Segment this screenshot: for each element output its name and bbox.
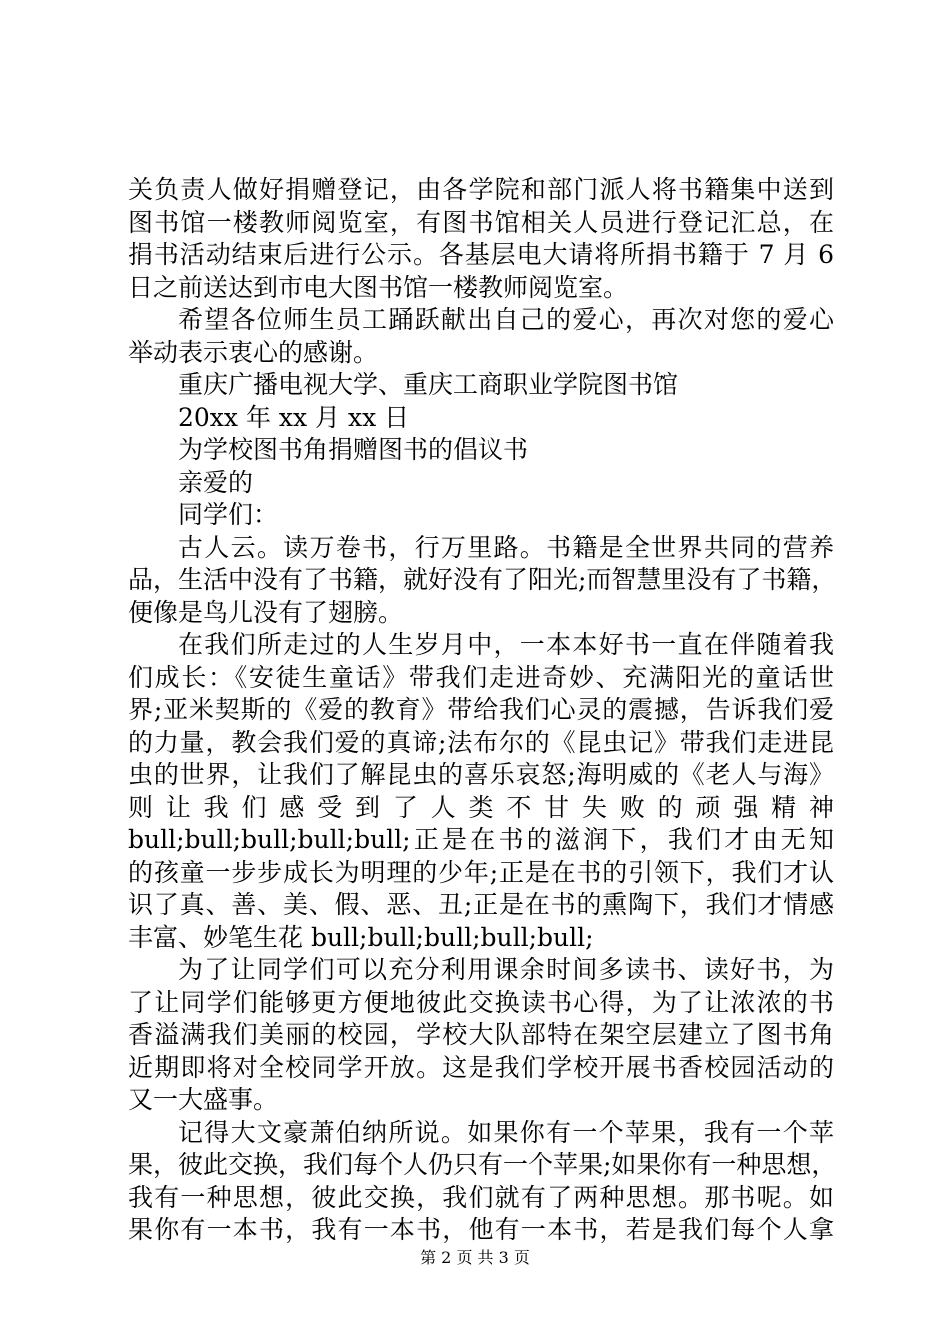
- text-line: 又一大盛事。: [128, 1085, 279, 1114]
- text-line: 希望各位师生员工踊跃献出自己的爱心，再次对您的爱心: [178, 305, 834, 334]
- text-line: 们成长：《安徒生童话》带我们走进奇妙、充满阳光的童话世: [128, 662, 834, 692]
- text-line: 图书馆一楼教师阅览室，有图书馆相关人员进行登记汇总，在: [128, 207, 834, 237]
- text-line: 关负责人做好捐赠登记，由各学院和部门派人将书籍集中送到: [128, 175, 834, 204]
- text-line: 为了让同学们可以充分利用课余时间多读书、读好书，为: [178, 955, 834, 984]
- text-line: 我有一种思想，彼此交换，我们就有了两种思想。那书呢。如: [128, 1182, 834, 1212]
- text-line: 在我们所走过的人生岁月中，一本本好书一直在伴随着我: [178, 630, 834, 659]
- text-line: 近期即将对全校同学开放。这是我们学校开展书香校园活动的: [128, 1052, 834, 1082]
- text-line: 界;亚米契斯的《爱的教育》带给我们心灵的震撼，告诉我们爱: [128, 695, 834, 724]
- salutation-line: 亲爱的: [178, 467, 254, 497]
- text-line: 的孩童一步步成长为明理的少年;正是在书的引领下，我们才认: [128, 857, 834, 887]
- signature-organization: 重庆广播电视大学、重庆工商职业学院图书馆: [178, 370, 679, 399]
- text-line: 果你有一本书，我有一本书，他有一本书，若是我们每个人拿: [128, 1215, 834, 1244]
- salutation-line: 同学们：: [178, 500, 279, 529]
- text-line: 的力量，教会我们爱的真谛;法布尔的《昆虫记》带我们走进昆: [128, 727, 834, 757]
- text-line: bull;bull;bull;bull;bull;正是在书的滋润下，我们才由无知: [128, 825, 834, 854]
- signature-date: 20xx 年 xx 月 xx 日: [178, 402, 410, 432]
- text-line: 日之前送达到市电大图书馆一楼教师阅览室。: [128, 272, 629, 302]
- text-line: 捐书活动结束后进行公示。各基层电大请将所捐书籍于 7 月 6: [128, 240, 834, 269]
- page-footer: 第 2 页 共 3 页: [420, 1248, 530, 1267]
- text-line: 识了真、善、美、假、恶、丑;正是在书的熏陶下，我们才情感: [128, 890, 834, 919]
- text-line: 虫的世界，让我们了解昆虫的喜乐哀怒;海明威的《老人与海》: [128, 760, 834, 789]
- text-line: 香溢满我们美丽的校园，学校大队部特在架空层建立了图书角: [128, 1020, 834, 1049]
- text-line: 果，彼此交换，我们每个人仍只有一个苹果;如果你有一种思想，: [128, 1150, 837, 1179]
- text-line: 则 让 我 们 感 受 到 了 人 类 不 甘 失 败 的 顽 强 精 神: [128, 792, 834, 822]
- text-line: 举动表示衷心的感谢。: [128, 337, 379, 367]
- text-line: 便像是鸟儿没有了翅膀。: [128, 597, 404, 627]
- section-title: 为学校图书角捐赠图书的倡议书: [178, 435, 529, 464]
- text-line: 记得大文豪萧伯纳所说。如果你有一个苹果，我有一个苹: [178, 1117, 834, 1147]
- text-line: 丰富、妙笔生花 bull;bull;bull;bull;bull;: [128, 922, 594, 952]
- text-line: 品，生活中没有了书籍，就好没有了阳光;而智慧里没有了书籍，: [128, 565, 837, 594]
- text-line: 了让同学们能够更方便地彼此交换读书心得，为了让浓浓的书: [128, 987, 834, 1017]
- text-line: 古人云。读万卷书，行万里路。书籍是全世界共同的营养: [178, 532, 834, 562]
- document-body: [128, 174, 837, 1247]
